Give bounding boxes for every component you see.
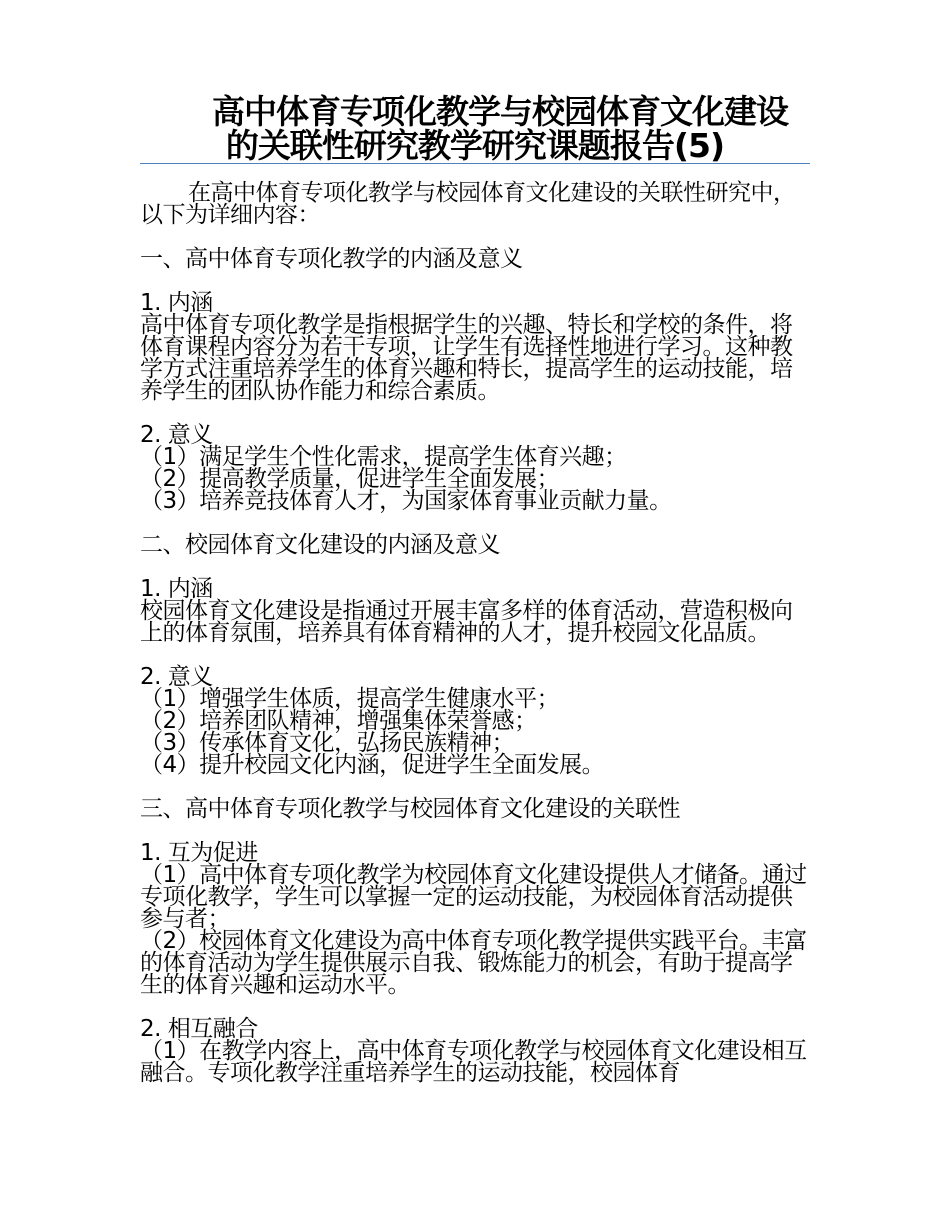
section-2-item-4: （4）提升校园文化内涵，促进学生全面发展。: [140, 752, 605, 778]
section-2-item-1: （1）增强学生体质，提高学生健康水平；: [140, 686, 560, 712]
section-1-item-1: （1）满足学生个性化需求，提高学生体育兴趣；: [140, 444, 627, 470]
title-line-1: 高中体育专项化教学与校园体育文化建设: [212, 92, 788, 131]
section-2-sub1-title: 1. 内涵: [140, 576, 213, 602]
section-3-sub2-para-1: （1）在教学内容上，高中体育专项化教学与校园体育文化建设相互融合。专项化教学注重培养学生的运动技能，校园体育: [140, 1038, 807, 1086]
section-3-sub1-title: 1. 互为促进: [140, 840, 258, 866]
section-1-item-3: （3）培养竞技体育人才，为国家体育事业贡献力量。: [140, 488, 672, 514]
section-1-heading: 一、高中体育专项化教学的内涵及意义: [140, 246, 523, 272]
section-3-sub1-para-2: （2）校园体育文化建设为高中体育专项化教学提供实践平台。丰富的体育活动为学生提供展示自我、锻炼能力的机会，有助于提高学生的体育兴趣和运动水平。: [140, 928, 807, 998]
section-1-sub1-body: 高中体育专项化教学是指根据学生的兴趣、特长和学校的条件，将体育课程内容分为若干专项，让学生有选择性地进行学习。这种教学方式注重培养学生的体育兴趣和特长，提高学生的运动技能，培养学生的团队协作能力和综合素质。: [140, 312, 793, 404]
section-1-sub1-title: 1. 内涵: [140, 290, 213, 316]
intro-paragraph: 在高中体育专项化教学与校园体育文化建设的关联性研究中，以下为详细内容：: [140, 180, 796, 228]
section-2-heading: 二、校园体育文化建设的内涵及意义: [140, 532, 500, 558]
title-line-2: 的关联性研究教学研究课题报告(5): [225, 126, 725, 165]
section-2-item-3: （3）传承体育文化，弘扬民族精神；: [140, 730, 515, 756]
section-2-sub2-title: 2. 意义: [140, 664, 213, 690]
section-3-sub1-para-1: （1）高中体育专项化教学为校园体育文化建设提供人才储备。通过专项化教学，学生可以掌握一定的运动技能，为校园体育活动提供参与者；: [140, 862, 807, 932]
section-2-item-2: （2）培养团队精神，增强集体荣誉感；: [140, 708, 537, 734]
section-2-sub1-body: 校园体育文化建设是指通过开展丰富多样的体育活动，营造积极向上的体育氛围，培养具有体育精神的人才，提升校园文化品质。: [140, 598, 793, 646]
section-1-item-2: （2）提高教学质量，促进学生全面发展；: [140, 466, 560, 492]
document-title: [140, 92, 810, 165]
section-1-sub2-title: 2. 意义: [140, 422, 213, 448]
section-3-sub2-title: 2. 相互融合: [140, 1016, 258, 1042]
document-page: [140, 92, 810, 1086]
section-3-heading: 三、高中体育专项化教学与校园体育文化建设的关联性: [140, 796, 680, 822]
